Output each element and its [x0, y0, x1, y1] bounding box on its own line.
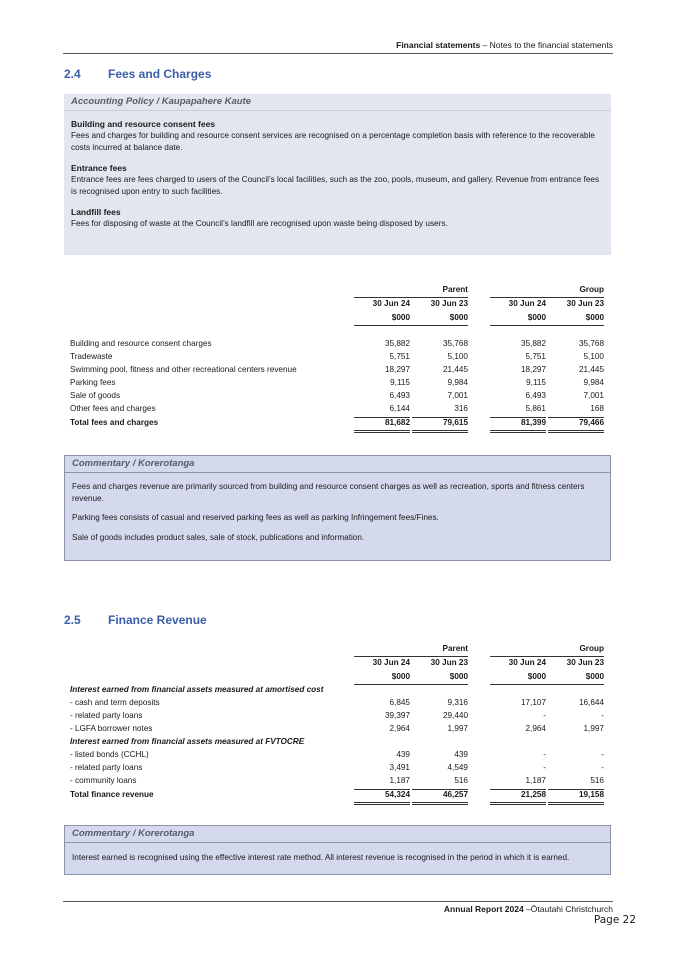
commentary-title: Commentary / Korerotanga [65, 826, 610, 843]
table-row [70, 775, 610, 787]
commentary-paragraph: Parking fees consists of casual and reserved parking fees as well as parking Infringement fees/Fines. [72, 513, 439, 522]
policy-item-heading: Building and resource consent fees [71, 119, 216, 129]
section-2-5-heading [64, 613, 207, 627]
unit-label: $000 [449, 313, 468, 322]
cell-value: 168 [590, 404, 604, 413]
cell-value: 3,491 [389, 763, 410, 772]
cell-value: 16,644 [578, 698, 604, 707]
row-label: Interest earned from financial assets measured at FVTOCRE [70, 737, 305, 746]
column-header-row [70, 298, 610, 310]
header-subtitle: – Notes to the financial statements [480, 40, 613, 50]
row-label: Swimming pool, fitness and other recreational centers revenue [70, 365, 297, 374]
column-header: 30 Jun 23 [430, 658, 468, 667]
total-double-rule [490, 430, 546, 431]
cell-value: 35,882 [384, 339, 410, 348]
commentary-box [64, 455, 611, 561]
policy-item-heading: Landfill fees [71, 207, 121, 217]
column-header: 30 Jun 23 [566, 658, 604, 667]
footer-divider [63, 901, 613, 902]
cell-value: 18,297 [520, 365, 546, 374]
section-number: 2.5 [64, 613, 81, 627]
unit-label: $000 [391, 672, 410, 681]
cell-value: - [601, 711, 604, 720]
total-double-rule [354, 432, 410, 433]
section-title: Fees and Charges [108, 67, 212, 81]
cell-value: 35,768 [578, 339, 604, 348]
row-label: - cash and term deposits [70, 698, 160, 707]
total-double-rule [548, 432, 604, 433]
unit-label: $000 [527, 672, 546, 681]
total-value: 54,324 [384, 790, 410, 799]
total-double-rule [548, 430, 604, 431]
group-header: Group [579, 644, 604, 653]
row-label: - related party loans [70, 763, 143, 772]
row-label: Tradewaste [70, 352, 113, 361]
total-row [70, 417, 610, 429]
total-double-rule [548, 802, 604, 803]
cell-value: 29,440 [442, 711, 468, 720]
total-value: 19,158 [578, 790, 604, 799]
total-double-rule [412, 804, 468, 805]
cell-value: 35,768 [442, 339, 468, 348]
total-double-rule [354, 430, 410, 431]
section-number: 2.4 [64, 67, 81, 81]
table-row [70, 736, 610, 748]
cell-value: - [543, 763, 546, 772]
row-label: Other fees and charges [70, 404, 156, 413]
column-header: 30 Jun 24 [508, 658, 546, 667]
policy-item-text: Entrance fees are fees charged to users of the Council’s local facilities, such as the zoo, pools, museum, and gallery. Revenue from entrance fees is recognised upon entry to such facilities. [71, 175, 600, 196]
total-double-rule [490, 802, 546, 803]
total-double-rule [548, 804, 604, 805]
footer-subtitle: –Ōtautahi Christchurch [523, 904, 613, 914]
column-header: 30 Jun 24 [508, 299, 546, 308]
cell-value: 516 [590, 776, 604, 785]
header-title: Financial statements [396, 40, 481, 50]
unit-header-row [70, 671, 610, 683]
cell-value: 35,882 [520, 339, 546, 348]
table-row [70, 723, 610, 735]
parent-group-header: Parent [442, 644, 468, 653]
row-label: Parking fees [70, 378, 116, 387]
table-row [70, 710, 610, 722]
policy-item-text: Fees and charges for building and resource consent services are recognised on a percentage completion basis with reference to the recoverable costs incurred at balance date. [71, 131, 595, 152]
total-double-rule [354, 802, 410, 803]
commentary-paragraph: Fees and charges revenue are primarily sourced from building and resource consent charges as well as recreation, sports and fitness centers revenue. [72, 482, 585, 503]
unit-header-row [70, 312, 610, 324]
cell-value: 21,445 [578, 365, 604, 374]
cell-value: 439 [454, 750, 468, 759]
cell-value: - [601, 750, 604, 759]
cell-value: 6,493 [389, 391, 410, 400]
cell-value: 1,997 [447, 724, 468, 733]
total-label: Total fees and charges [70, 418, 159, 427]
table-row [70, 338, 610, 350]
cell-value: 9,984 [447, 378, 468, 387]
row-label: Building and resource consent charges [70, 339, 212, 348]
cell-value: - [601, 763, 604, 772]
cell-value: 316 [454, 404, 468, 413]
cell-value: 39,397 [384, 711, 410, 720]
cell-value: 17,107 [520, 698, 546, 707]
cell-value: 9,115 [526, 378, 546, 387]
cell-value: 9,984 [583, 378, 604, 387]
total-value: 81,682 [384, 418, 410, 427]
cell-value: 9,115 [390, 378, 410, 387]
total-double-rule [412, 802, 468, 803]
accounting-policy-box [64, 94, 611, 255]
cell-value: - [543, 750, 546, 759]
total-double-rule [354, 804, 410, 805]
commentary-title: Commentary / Korerotanga [65, 456, 610, 473]
header-rule [490, 325, 604, 326]
column-header: 30 Jun 24 [372, 658, 410, 667]
table-row [70, 749, 610, 761]
page-number: Page 22 [593, 914, 636, 926]
total-label: Total finance revenue [70, 790, 154, 799]
policy-item-heading: Entrance fees [71, 163, 127, 173]
total-value: 81,399 [520, 418, 546, 427]
column-header-row [70, 657, 610, 669]
commentary-paragraph: Sale of goods includes product sales, sale of stock, publications and information. [72, 532, 365, 542]
cell-value: 6,144 [389, 404, 410, 413]
parent-group-header: Parent [442, 285, 468, 294]
group-header: Group [579, 285, 604, 294]
total-value: 79,466 [578, 418, 604, 427]
cell-value: 5,751 [389, 352, 410, 361]
total-double-rule [490, 432, 546, 433]
commentary-paragraph: Interest earned is recognised using the effective interest rate method. All interest revenue is recognised in the period in which it is earned. [72, 853, 570, 862]
commentary-box [64, 825, 611, 875]
cell-value: 5,751 [525, 352, 546, 361]
table-row [70, 390, 610, 402]
row-label: Interest earned from financial assets measured at amortised cost [70, 685, 324, 694]
cell-value: 1,187 [389, 776, 410, 785]
total-value: 21,258 [520, 790, 546, 799]
page-footer [63, 904, 613, 914]
table-row [70, 351, 610, 363]
total-value: 46,257 [442, 790, 468, 799]
header-rule [354, 325, 468, 326]
table-row [70, 684, 610, 696]
cell-value: 2,964 [389, 724, 410, 733]
footer-title: Annual Report 2024 [443, 904, 524, 914]
cell-value: 4,549 [447, 763, 468, 772]
total-double-rule [412, 430, 468, 431]
table-row [70, 762, 610, 774]
cell-value: 2,964 [525, 724, 546, 733]
table-row [70, 697, 610, 709]
row-label: Sale of goods [70, 391, 121, 400]
unit-label: $000 [449, 672, 468, 681]
unit-label: $000 [585, 672, 604, 681]
table-row [70, 364, 610, 376]
cell-value: 7,001 [583, 391, 604, 400]
cell-value: 516 [454, 776, 468, 785]
header-divider [63, 53, 613, 54]
row-label: - listed bonds (CCHL) [70, 750, 149, 759]
total-double-rule [412, 432, 468, 433]
section-title: Finance Revenue [108, 613, 207, 627]
cell-value: 21,445 [442, 365, 468, 374]
column-header: 30 Jun 23 [566, 299, 604, 308]
column-header: 30 Jun 23 [430, 299, 468, 308]
table-row [70, 403, 610, 415]
cell-value: 18,297 [384, 365, 410, 374]
cell-value: 1,997 [583, 724, 604, 733]
total-row [70, 789, 610, 801]
cell-value: 1,187 [525, 776, 546, 785]
cell-value: 7,001 [447, 391, 468, 400]
cell-value: 6,493 [525, 391, 546, 400]
table-row [70, 377, 610, 389]
policy-item-text: Fees for disposing of waste at the Council’s landfill are recognised upon waste being disposed by users. [71, 219, 448, 228]
cell-value: - [543, 711, 546, 720]
cell-value: 5,100 [583, 352, 604, 361]
cell-value: 6,845 [389, 698, 410, 707]
row-label: - community loans [70, 776, 137, 785]
cell-value: 9,316 [447, 698, 468, 707]
unit-label: $000 [585, 313, 604, 322]
row-label: - related party loans [70, 711, 143, 720]
column-header: 30 Jun 24 [372, 299, 410, 308]
row-label: - LGFA borrower notes [70, 724, 153, 733]
total-double-rule [490, 804, 546, 805]
cell-value: 5,861 [525, 404, 546, 413]
total-value: 79,615 [442, 418, 468, 427]
page-header [63, 40, 613, 50]
unit-label: $000 [527, 313, 546, 322]
cell-value: 5,100 [447, 352, 468, 361]
section-2-4-heading [64, 67, 211, 81]
policy-title: Accounting Policy / Kaupapahere Kaute [64, 96, 611, 111]
cell-value: 439 [396, 750, 410, 759]
unit-label: $000 [391, 313, 410, 322]
